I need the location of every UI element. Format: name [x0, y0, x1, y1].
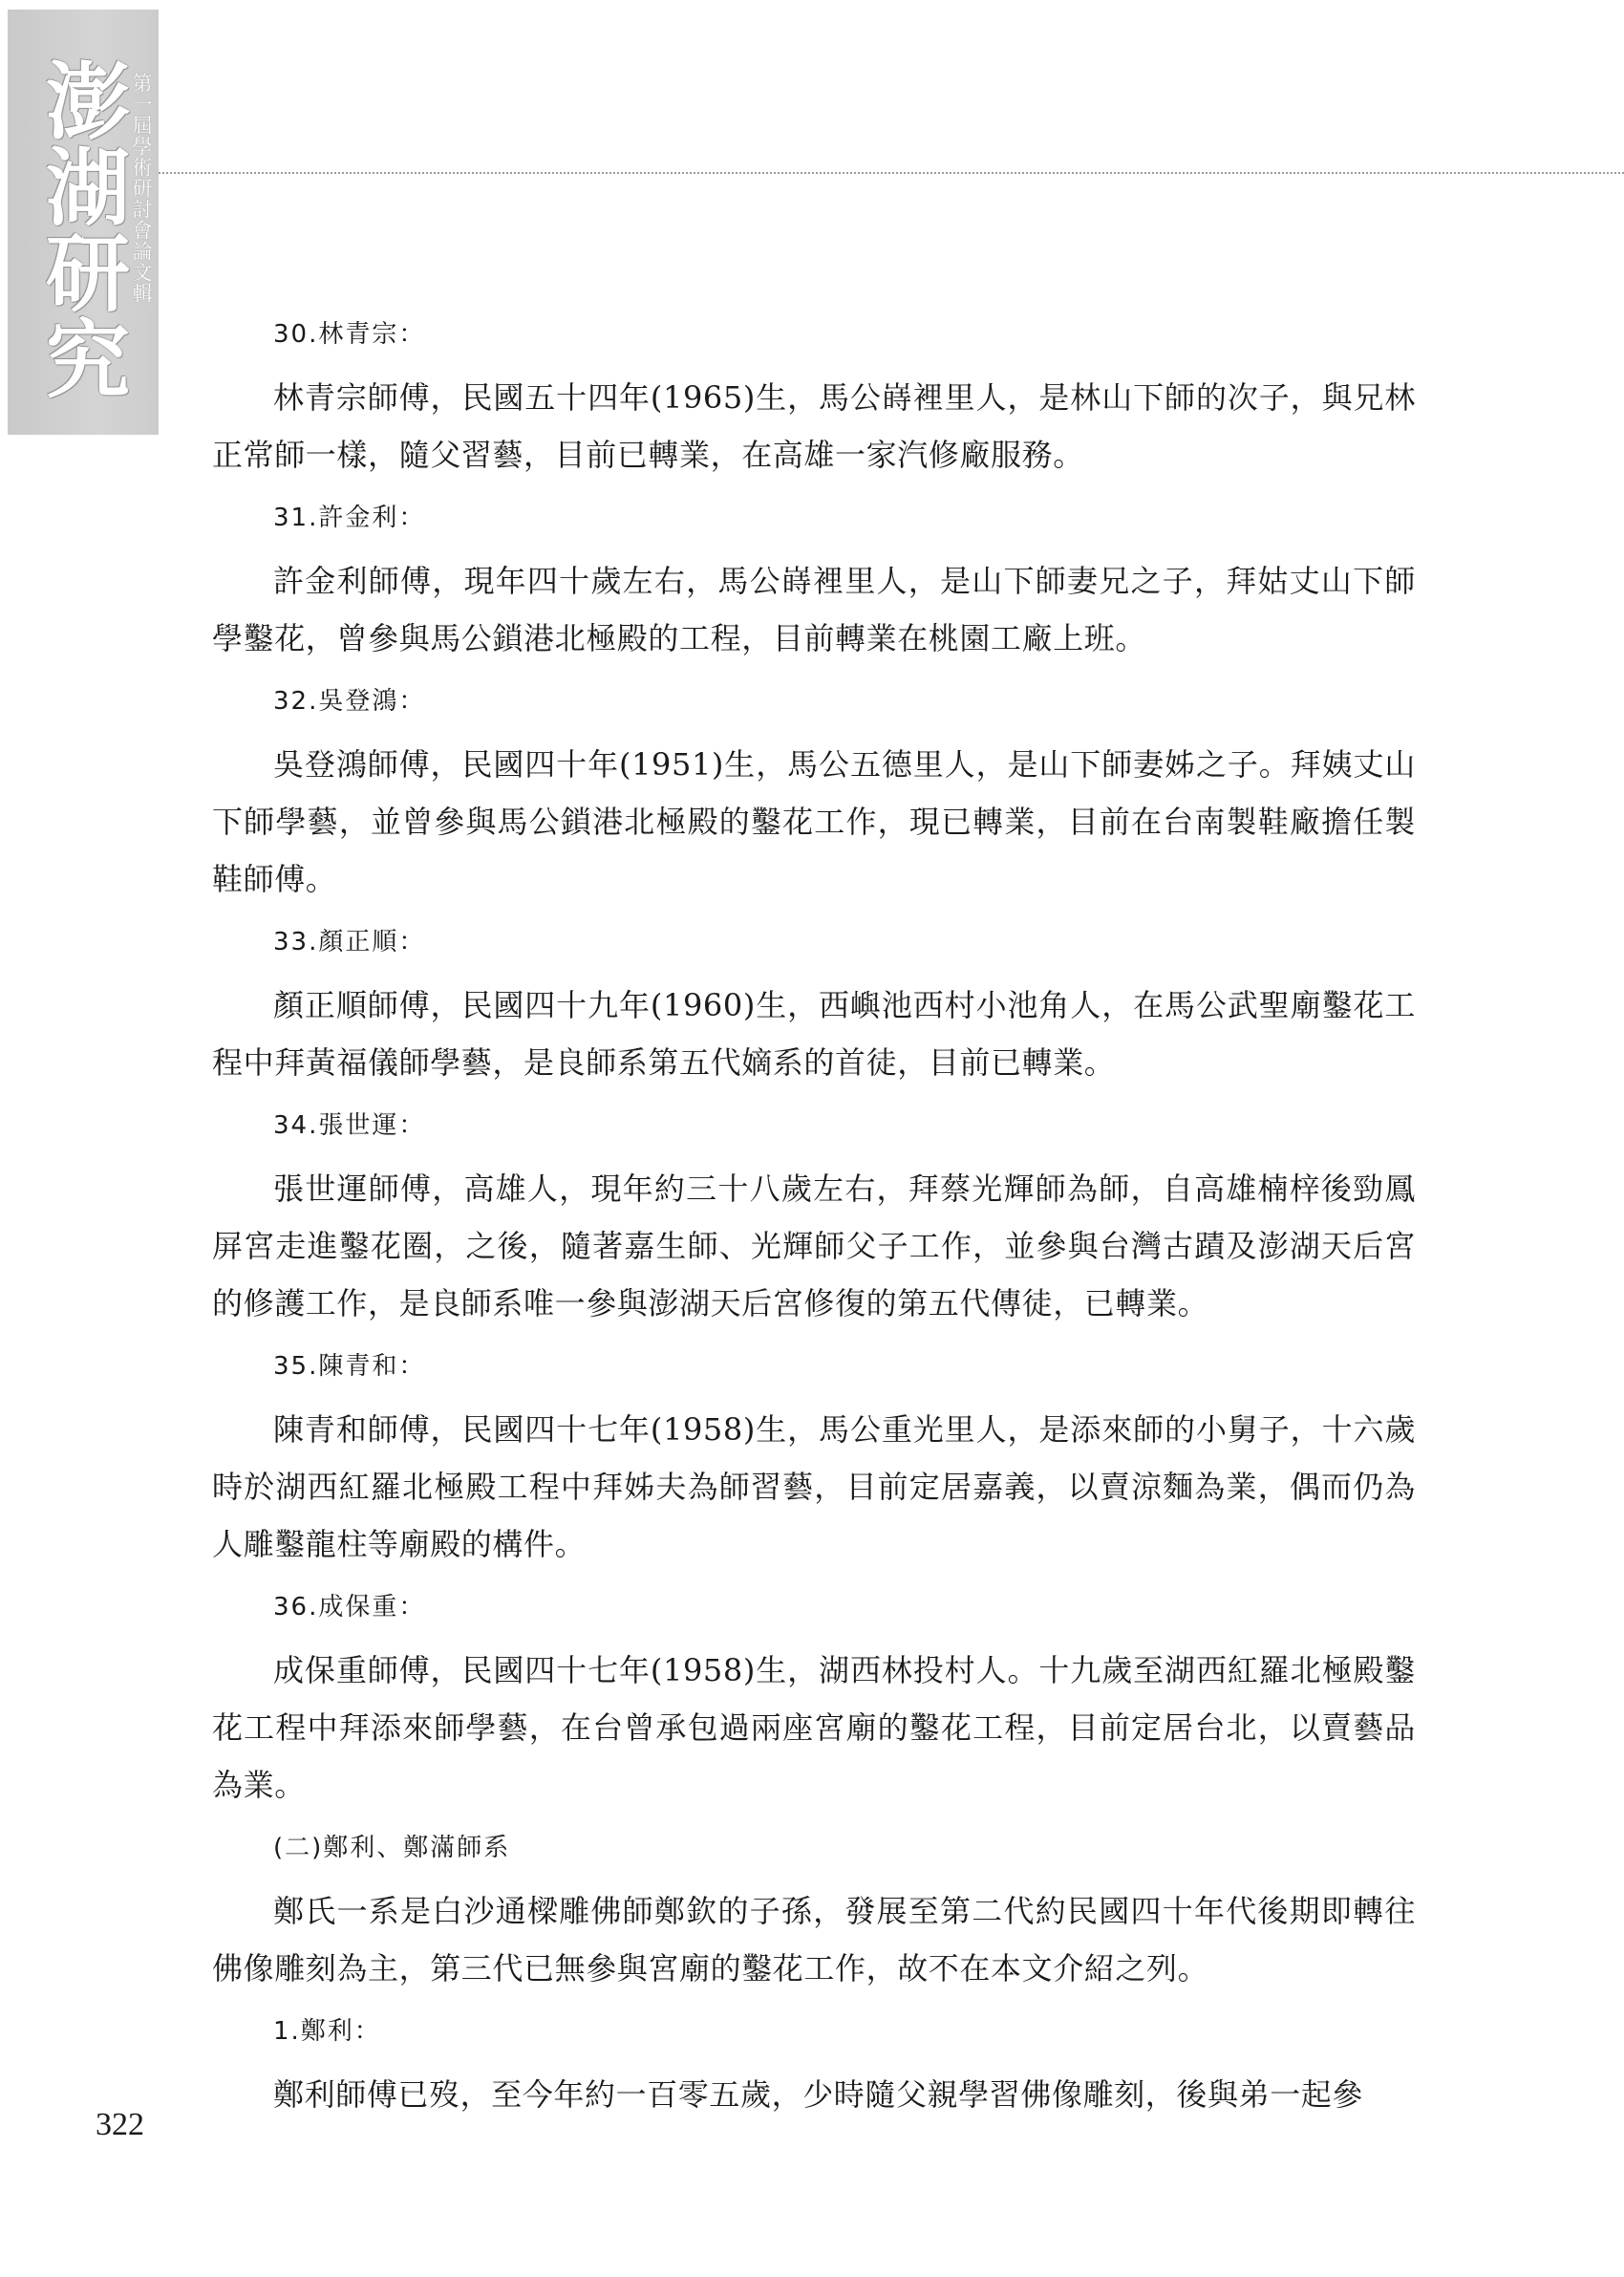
entry-31: [212, 499, 1416, 667]
entry-30: [212, 315, 1416, 483]
entry-paragraph: 成保重師傅，民國四十七年(1958)生，湖西林投村人。十九歲至湖西紅羅北極殿鑿花工程中拜添來師學藝，在台曾承包過兩座宮廟的鑿花工程，目前定居台北，以賣藝品為業。: [212, 1652, 1416, 1803]
section-paragraph: 鄭氏一系是白沙通樑雕佛師鄭欽的子孫，發展至第二代約民國四十年代後期即轉往佛像雕刻為主，第三代已無參與宮廟的鑿花工作，故不在本文介紹之列。: [212, 1893, 1416, 1987]
entry-paragraph: 陳青和師傅，民國四十七年(1958)生，馬公重光里人，是添來師的小舅子，十六歲時於湖西紅羅北極殿工程中拜姊夫為師習藝，目前定居嘉義，以賣涼麵為業，偶而仍為人雕鑿龍柱等廟殿的構件。: [212, 1411, 1416, 1562]
section-zheng-lineage: [212, 1829, 1416, 1997]
entry-heading: 1.鄭利：: [273, 2017, 381, 2046]
entry-paragraph: 鄭利師傅已歿，至今年約一百零五歲，少時隨父親學習佛像雕刻，後與弟一起參: [273, 2076, 1364, 2113]
entry-paragraph: 林青宗師傅，民國五十四年(1965)生，馬公嵵裡里人，是林山下師的次子，與兄林正常師一樣，隨父習藝，目前已轉業，在高雄一家汽修廠服務。: [212, 379, 1416, 473]
section-heading: (二)鄭利、鄭滿師系: [273, 1834, 511, 1862]
entry-heading: 35.陳青和：: [273, 1352, 426, 1381]
entry-heading: 36.成保重：: [273, 1593, 426, 1622]
entry-34: [212, 1106, 1416, 1332]
entry-paragraph: 吳登鴻師傅，民國四十年(1951)生，馬公五德里人，是山下師妻姊之子。拜姨丈山下師學藝，並曾參與馬公鎖港北極殿的鑿花工作，現已轉業，目前在台南製鞋廠擔任製鞋師傅。: [212, 746, 1416, 897]
entry-heading: 34.張世運：: [273, 1111, 426, 1140]
entry-paragraph: 張世運師傅，高雄人，現年約三十八歲左右，拜蔡光輝師為師，自高雄楠梓後勁鳳屏宮走進鑿花圈，之後，隨著嘉生師、光輝師父子工作，並參與台灣古蹟及澎湖天后宮的修護工作，是良師系唯一參與澎湖天后宮修復的第五代傳徒，已轉業。: [212, 1171, 1416, 1321]
header-dotted-rule: [159, 172, 1624, 174]
entry-paragraph: 許金利師傅，現年四十歲左右，馬公嵵裡里人，是山下師妻兄之子，拜姑丈山下師學鑿花，曾參與馬公鎖港北極殿的工程，目前轉業在桃園工廠上班。: [212, 563, 1416, 656]
series-subtitle: 第一屆學術研討會論文輯: [130, 73, 153, 304]
entry-35: [212, 1347, 1416, 1573]
entry-zheng-li: [212, 2012, 1416, 2123]
series-title: 澎湖研究: [32, 57, 131, 401]
entry-33: [212, 923, 1416, 1091]
entry-heading: 33.顏正順：: [273, 928, 426, 956]
page-number: 322: [96, 2107, 144, 2142]
page-body: [212, 315, 1416, 2138]
entry-paragraph: 顏正順師傅，民國四十九年(1960)生，西嶼池西村小池角人，在馬公武聖廟鑿花工程中拜黃福儀師學藝，是良師系第五代嫡系的首徒，目前已轉業。: [212, 987, 1416, 1081]
entry-heading: 32.吳登鴻：: [273, 687, 426, 716]
entry-36: [212, 1588, 1416, 1814]
entry-heading: 30.林青宗：: [273, 320, 426, 349]
entry-32: [212, 682, 1416, 908]
entry-heading: 31.許金利：: [273, 504, 426, 532]
